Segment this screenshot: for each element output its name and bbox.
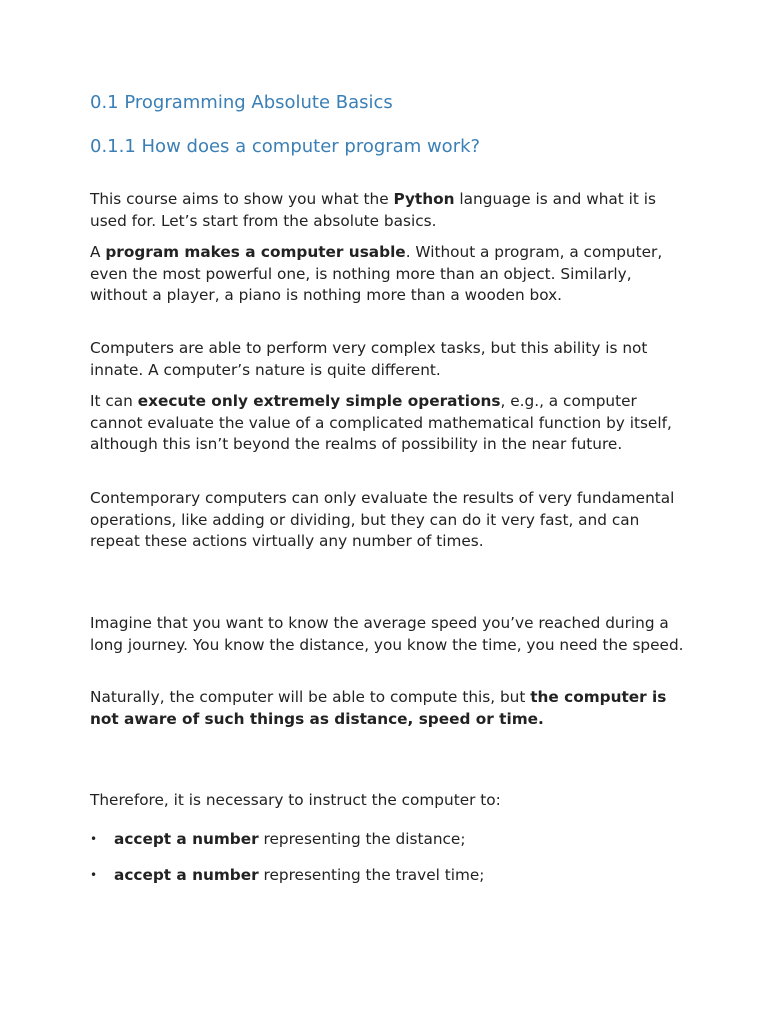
paragraph-therefore (90, 790, 690, 812)
list-item-rest-text: representing the travel time; (258, 866, 485, 884)
paragraph-average-speed (90, 613, 690, 656)
paragraph-text: It can (90, 392, 138, 410)
paragraph-text: This course aims to show you what the (90, 190, 394, 208)
paragraph-text: Therefore, it is necessary to instruct the computer to: (90, 791, 501, 809)
paragraph-text: , e.g., a computer cannot evaluate the value of a complicated mathematical function by itself, although this isn’t beyond the realms of possibility in the near future. (90, 392, 672, 453)
paragraph-not-aware (90, 687, 690, 730)
section-heading: 0.1 Programming Absolute Basics (90, 92, 393, 113)
paragraph-text: Computers are able to perform very complex tasks, but this ability is not innate. A computer’s nature is quite different. (90, 339, 648, 379)
paragraph-program (90, 242, 690, 307)
list-item-bold-text: accept a number (114, 830, 259, 848)
list-item-rest-text: representing the distance; (258, 830, 466, 848)
paragraph-text: Naturally, the computer will be able to compute this, but (90, 688, 531, 706)
paragraph-bold-text: Python (393, 190, 455, 208)
paragraph-bold-text: the computer is not aware of such things as distance, speed or time. (90, 688, 667, 728)
paragraph-bold-text: program makes a computer usable (105, 243, 406, 261)
paragraph-text: A (90, 243, 106, 261)
paragraph-bold-text: execute only extremely simple operations (137, 392, 501, 410)
paragraph-text: . Without a program, a computer, even the most powerful one, is nothing more than an object. Similarly, without a player, a piano is nothing more than a wooden box. (90, 243, 663, 304)
paragraph-simple-operations (90, 391, 690, 456)
list-item-text (114, 865, 484, 887)
paragraph-text: Imagine that you want to know the average speed you’ve reached during a long journey. You know the distance, you know the time, you need the speed. (90, 614, 684, 654)
paragraph-intro (90, 189, 690, 232)
paragraph-complex-tasks (90, 338, 690, 381)
paragraph-contemporary (90, 488, 690, 553)
subsection-heading: 0.1.1 How does a computer program work? (90, 136, 481, 157)
paragraph-text: language is and what it is used for. Let’s start from the absolute basics. (90, 190, 656, 230)
paragraph-text: Contemporary computers can only evaluate the results of very fundamental operations, like adding or dividing, but they can do it very fast, and can repeat these actions virtually any number of times. (90, 489, 675, 550)
bullet-icon: • (90, 868, 98, 882)
list-item-bold-text: accept a number (114, 866, 259, 884)
list-item-text (114, 829, 466, 851)
bullet-icon: • (90, 832, 98, 846)
